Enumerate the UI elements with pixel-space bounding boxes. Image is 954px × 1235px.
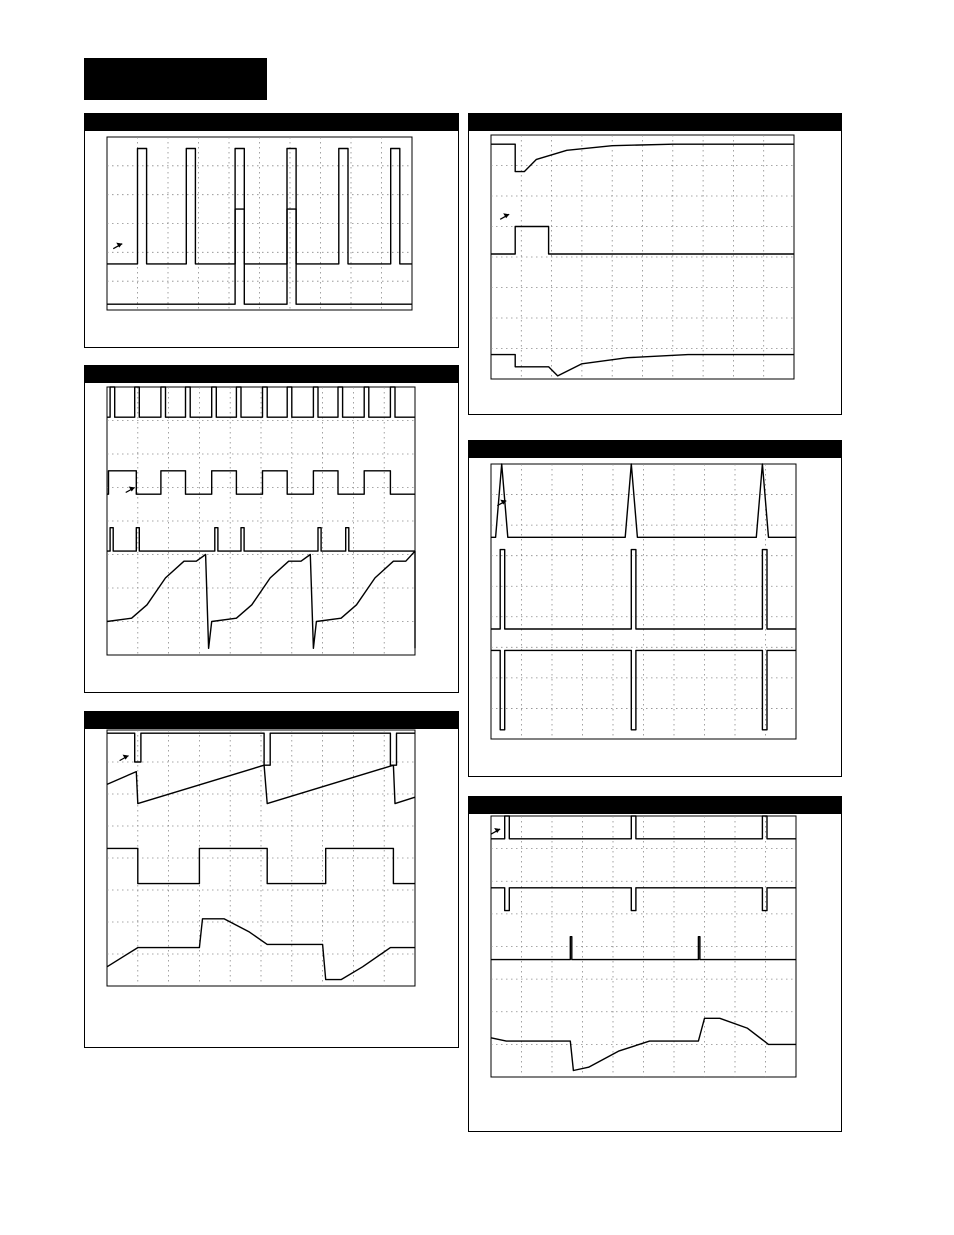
scope-svg-2 [107,387,415,655]
figure-panel-4 [468,113,842,415]
figure-header-3 [85,712,458,729]
oscilloscope-trace-5 [491,464,796,739]
scope-svg-3 [107,730,415,986]
oscilloscope-trace-3 [107,730,415,986]
figure-panel-6 [468,796,842,1132]
figure-header-5 [469,441,841,458]
scope-svg-4 [491,135,794,379]
oscilloscope-trace-2 [107,387,415,655]
oscilloscope-trace-6 [491,816,796,1077]
figure-panel-2 [84,365,459,693]
figure-panel-1 [84,113,459,348]
figure-panel-3 [84,711,459,1048]
figure-panel-5 [468,440,842,777]
scope-svg-6 [491,816,796,1077]
oscilloscope-trace-4 [491,135,794,379]
figure-header-6 [469,797,841,814]
scope-svg-1 [107,137,412,310]
trace-trace-1 [491,144,794,171]
figure-header-1 [85,114,458,131]
trace-trace-4 [107,551,415,648]
scope-svg-5 [491,464,796,739]
figure-header-4 [469,114,841,131]
title-block [84,58,267,100]
oscilloscope-trace-1 [107,137,412,310]
figure-header-2 [85,366,458,383]
